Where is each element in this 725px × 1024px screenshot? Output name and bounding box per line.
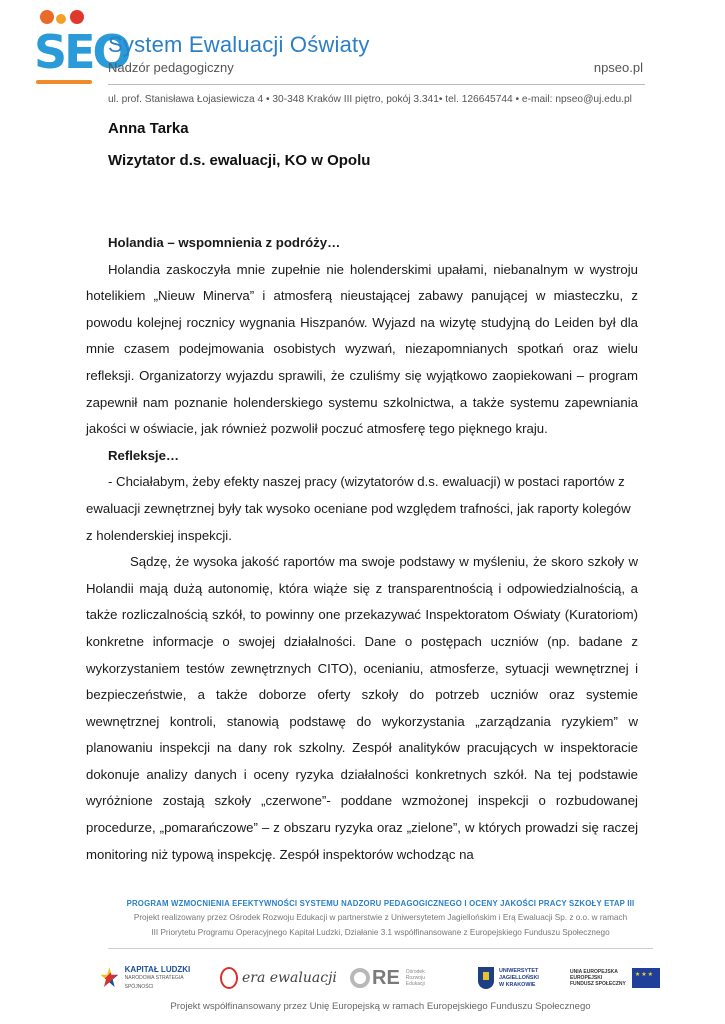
- brand-url[interactable]: npseo.pl: [593, 60, 643, 75]
- era-ewaluacji-logo: [220, 962, 340, 994]
- logo-text: SEO: [34, 25, 129, 79]
- logo-dot-orange: [40, 10, 54, 24]
- star-icon: [100, 967, 119, 989]
- brand-subtitle: Nadzór pedagogiczny: [108, 60, 234, 75]
- partner-logos: [100, 962, 660, 994]
- eu-flag-icon: [632, 968, 660, 988]
- footer-line-2: III Priorytetu Programu Operacyjnego Kapitał Ludzki, Działanie 3.1 współfinansowane z Europejskiego Funduszu Społecznego: [151, 928, 610, 937]
- uj-crest-icon: [478, 967, 494, 989]
- article-body: [86, 230, 638, 868]
- logo-underline: [36, 80, 92, 84]
- logo-dot-red: [70, 10, 84, 24]
- uj-line-2: JAGIELLOŃSKI: [499, 974, 539, 981]
- footer-divider: [108, 948, 653, 949]
- uj-logo: [478, 962, 564, 994]
- author-name: Anna Tarka: [108, 120, 189, 137]
- eu-line-3: FUNDUSZ SPOŁECZNY: [570, 981, 626, 987]
- paragraph-reflection: - Chciałabym, żeby efekty naszej pracy (wizytatorów d.s. ewaluacji) w postaci raportów z ewaluacji zewnętrznej były tak wysoko oceniane pod względem trafności, jak raporty kolegów z holenderskiej inspekcji.: [86, 474, 631, 543]
- uj-line-1: UNIWERSYTET: [499, 967, 539, 974]
- ore-circle-icon: [350, 968, 370, 988]
- footer-program-title: PROGRAM WZMOCNIENIA EFEKTYWNOŚCI SYSTEMU NADZORU PEDAGOGICZNEGO I OCENY JAKOŚCI PRACY SZKOŁY ETAP III: [126, 899, 635, 908]
- contact-address: ul. prof. Stanisława Łojasiewicza 4 • 30-348 Kraków III piętro, pokój 3.341• tel. 126645744 • e-mail: npseo@uj.edu.pl: [108, 94, 632, 105]
- ore-sub-1: Ośrodek: [405, 969, 425, 975]
- footer-line-1: Projekt realizowany przez Ośrodek Rozwoju Edukacji w partnerstwie z Uniwersytetem Jagiellońskim i Erą Ewaluacji Sp. z o.o. w ramach: [133, 913, 628, 922]
- kl-title: KAPITAŁ LUDZKI: [124, 964, 191, 974]
- article-heading: Holandia – wspomnienia z podróży…: [108, 235, 341, 250]
- author-role: Wizytator d.s. ewaluacji, KO w Opolu: [108, 152, 371, 169]
- brand-title: System Ewaluacji Oświaty: [108, 32, 370, 57]
- ore-text: RE: [372, 966, 400, 989]
- eu-line-2: EUROPEJSKI: [570, 975, 603, 981]
- eu-line-1: UNIA EUROPEJSKA: [570, 969, 618, 975]
- ore-sub-2: Rozwoju: [405, 975, 425, 981]
- header-divider: [108, 84, 645, 85]
- paragraph-intro: Holandia zaskoczyła mnie zupełnie nie holenderskimi upałami, niebanalnym w wystroju hotelikiem „Nieuw Minerva” i atmosferą nieustającej zabawy panującej w miasteczku, z powodu kolejnej rocznicy wygnania Hiszpanów. Wyjazd na wizytę studyjną do Leiden był dla mnie czasem podejmowania osobistych wyzwań, niezapomnianych spotkań oraz wielu refleksji. Organizatorzy wyjazdu sprawili, że czuliśmy się wyjątkowo zaopiekowani – program zapewnił nam poznanie holenderskiego systemu szkolnictwa, a także systemu zapewniania jakości w oświacie, jak również pozwolił poczuć atmosferę tego pięknego kraju.: [86, 261, 638, 437]
- era-mark-icon: [220, 967, 238, 989]
- ore-logo: [350, 962, 460, 994]
- kapital-ludzki-logo: [100, 962, 200, 994]
- logo-dot-yellow: [56, 14, 66, 24]
- seo-logo: [34, 10, 129, 90]
- kl-subtitle: NARODOWA STRATEGIA SPÓJNOŚCI: [124, 974, 184, 990]
- article-subheading: Refleksje…: [108, 447, 180, 463]
- footer-cofinancing-note: Projekt współfinansowany przez Unię Europejską w ramach Europejskiego Funduszu Społecznego: [170, 1001, 591, 1012]
- eu-logo: [570, 962, 660, 994]
- uj-line-3: W KRAKOWIE: [499, 981, 536, 988]
- ore-sub-3: Edukacji: [405, 981, 425, 987]
- paragraph-analysis: Sądzę, że wysoka jakość raportów ma swoje podstawy w myśleniu, że skoro szkoły w Holandii mają dużą autonomię, która wiąże się z transparentnością i odpowiedzialnością, a także rozliczalnością szkół, to powinny one przekazywać Inspektoratom Oświaty (Kuratoriom) konkretne informacje o swojej działalności. Dane o postępach uczniów (np. badane z wykorzystaniem testów zewnętrznych CITO), ocenianiu, atmosferze, sytuacji wewnętrznej i bezpieczeństwie, a także doborze oferty szkoły do potrzeb uczniów oraz systemie wewnętrznej kontroli, stanowią podstawę do wykorzystania „zarządzania ryzykiem” w planowaniu inspekcji na dany rok szkolny. Zespół analityków pracujących w inspektoracie dokonuje analizy danych i oceny ryzyka działalności konkretnych szkół. Na tej podstawie wyróżnione zostają szkoły „czerwone”- poddane wzmożonej inspekcji o rozbudowanej procedurze, „pomarańczowe” – z obszaru ryzyka oraz „zielone”, w których prowadzi się raczej monitoring niż typową inspekcję. Zespół inspektorów wchodząc na: [86, 554, 638, 862]
- era-text: era ewaluacji: [242, 970, 337, 986]
